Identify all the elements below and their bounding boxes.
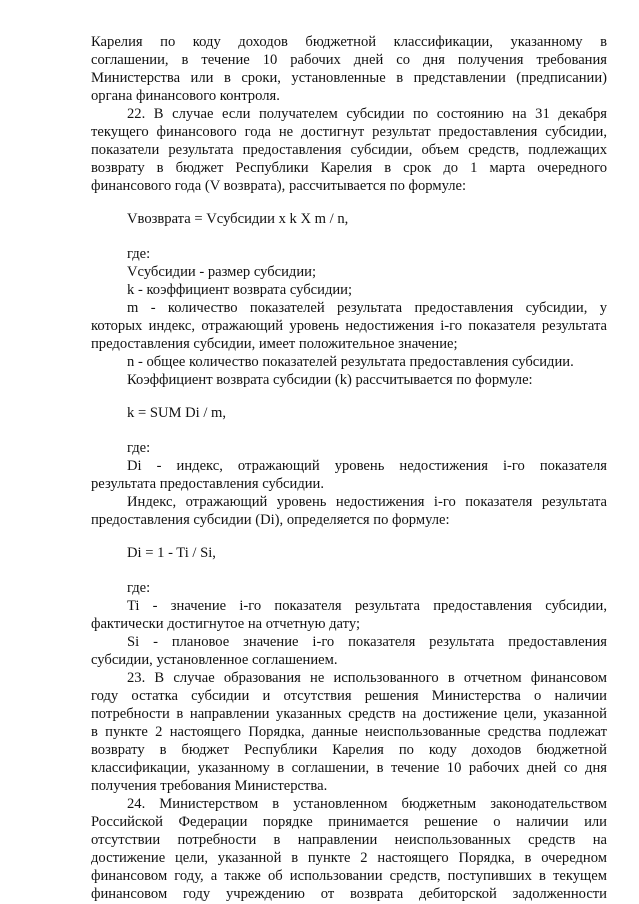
text-line: показатели результата предоставления субсидии, объем средств, подлежащих [91, 142, 607, 158]
text-line: предоставления субсидии, имеет положительное значение; [91, 336, 458, 352]
formula-k: k = SUM Di / m, [127, 405, 227, 421]
text-line: финансовом году учреждению от возврата дебиторской задолженности [91, 886, 607, 902]
text-line: текущего финансового года не достигнут результат предоставления субсидии, [91, 124, 607, 140]
text-line: финансового года (V возврата), рассчитывается по формуле: [91, 178, 467, 194]
text-line: году остатка субсидии и отсутствия решения Министерства о наличии [91, 688, 607, 704]
text-line: потребности в направлении указанных средств на достижение цели, указанной [91, 706, 607, 722]
text-line: возврату в бюджет Республики Карелия в срок до 1 марта очередного [91, 160, 607, 176]
text-line: финансовом году, а также об использовании средств, поступивших в текущем [91, 868, 607, 884]
definition-line: Si - плановое значение i-го показателя результата предоставления [127, 634, 607, 650]
formula-v-return: Vвозврата = Vсубсидии x k X m / n, [127, 211, 349, 227]
text-line: которых индекс, отражающий уровень недостижения i-го показателя результата [91, 318, 607, 334]
text-line: фактически достигнутое на отчетную дату; [91, 616, 360, 632]
text-line: Коэффициент возврата субсидии (k) рассчитывается по формуле: [127, 372, 533, 388]
text-line: Карелия по коду доходов бюджетной классификации, указанному в [91, 34, 607, 50]
definition-line: k - коэффициент возврата субсидии; [127, 282, 353, 298]
text-line: в пункте 2 настоящего Порядка, данные неиспользованные средства подлежат [91, 724, 607, 740]
text-line: возврату в бюджет Республики Карелия по коду доходов бюджетной [91, 742, 607, 758]
paragraph-23-start: 23. В случае образования не использованного в отчетном финансовом [127, 670, 607, 686]
text-line: достижение цели, указанной в пункте 2 настоящего Порядка, в очередном [91, 850, 607, 866]
text-line: получения требования Министерства. [91, 778, 328, 794]
text-line: субсидии, установленное соглашением. [91, 652, 338, 668]
definition-line: Di - индекс, отражающий уровень недостижения i-го показателя [127, 458, 607, 474]
where-label: где: [127, 580, 151, 596]
definition-line: Ti - значение i-го показателя результата предоставления субсидии, [127, 598, 607, 614]
text-line: отсутствии потребности в направлении неиспользованных средств на [91, 832, 607, 848]
definition-line: n - общее количество показателей результата предоставления субсидии. [127, 354, 574, 370]
text-line: соглашении, в течение 10 рабочих дней со дня получения требования [91, 52, 607, 68]
text-line: Министерства или в сроки, установленные в представлении (предписании) [91, 70, 607, 86]
paragraph-22-start: 22. В случае если получателем субсидии по состоянию на 31 декабря [127, 106, 607, 122]
definition-line: Vсубсидии - размер субсидии; [127, 264, 317, 280]
where-label: где: [127, 246, 151, 262]
text-line: результата предоставления субсидии. [91, 476, 325, 492]
formula-di: Di = 1 - Ti / Si, [127, 545, 216, 561]
text-line: органа финансового контроля. [91, 88, 280, 104]
paragraph-24-start: 24. Министерством в установленном бюджетным законодательством [127, 796, 607, 812]
text-line: Российской Федерации порядке принимается решение о наличии или [91, 814, 607, 830]
text-line: предоставления субсидии (Di), определяется по формуле: [91, 512, 450, 528]
definition-line: m - количество показателей результата предоставления субсидии, у [127, 300, 607, 316]
text-line: классификации, указанному в соглашении, в течение 10 рабочих дней со дня [91, 760, 607, 776]
text-line: Индекс, отражающий уровень недостижения i-го показателя результата [127, 494, 607, 510]
where-label: где: [127, 440, 151, 456]
